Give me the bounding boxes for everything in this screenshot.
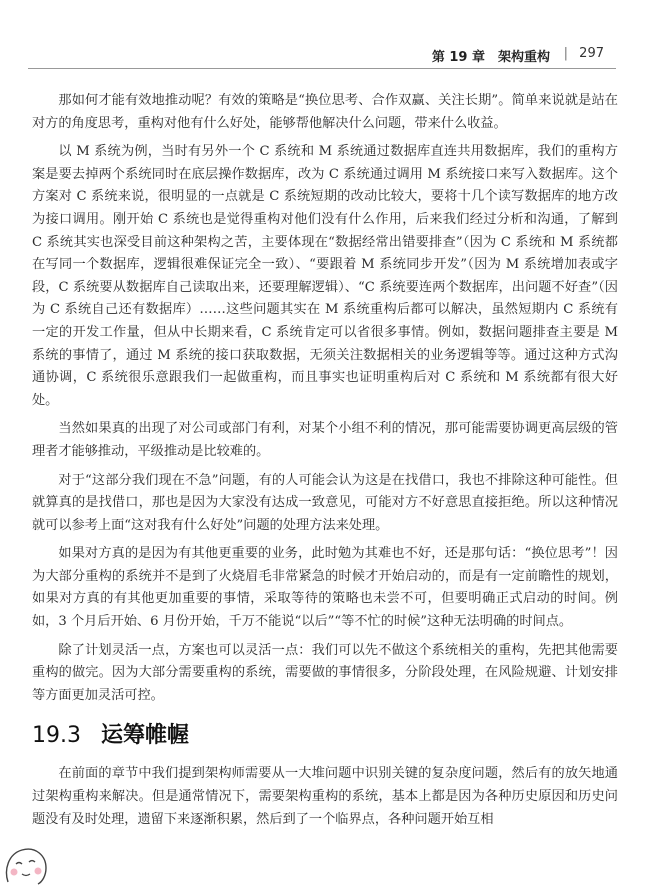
page-number: 297 [579, 46, 604, 61]
running-header [0, 46, 648, 66]
paragraph: 如果对方真的是因为有其他更重要的业务，此时勉为其难也不好，还是那句话：“换位思考”！因为大部分重构的系统并不是到了火烧眉毛非常紧急的时候才开始启动的，而是有一定前瞻性的规划，如果对方真的有其他更加重要的事情，采取等待的策略也未尝不可，但要明确正式启动的时间。例如，3 个月后开始、6 月份开始，千万不能说“以后”“等不忙的时候”这种无法明确的时间点。 [32, 546, 618, 630]
chapter-title: 第 19 章 架构重构 [431, 50, 550, 65]
paragraph: 对于“这部分我们现在不急”问题，有的人可能会认为这是在找借口，我也不排除这种可能性。但就算真的是找借口，那也是因为大家没有达成一致意见，可能对方不好意思直接拒绝。所以这种情况就可以参考上面“这对我有什么好处”问题的处理方法来处理。 [32, 472, 618, 533]
section-heading [32, 721, 618, 751]
paragraph: 当然如果真的出现了对公司或部门有利，对某个小组不利的情况，那可能需要协调更高层级的管理者才能够推动，平级推动是比较难的。 [32, 421, 618, 459]
page-body [32, 90, 618, 837]
paragraph: 那如何才能有效地推动呢？有效的策略是“换位思考、合作双赢、关注长期”。简单来说就是站在对方的角度思考，重构对他有什么好处，能够帮他解决什么问题，带来什么收益。 [32, 93, 618, 131]
face-doodle-icon [2, 842, 50, 886]
paragraph: 在前面的章节中我们提到架构师需要从一大堆问题中识别关键的复杂度问题，然后有的放矢地通过架构重构来解决。但是通常情况下，需要架构重构的系统，基本上都是因为各种历史原因和历史问题没有及时处理，遗留下来逐渐积累，然后到了一个临界点，各种问题开始互相 [32, 766, 618, 827]
section-title: 运筹帷幄 [100, 723, 189, 749]
paragraph: 以 M 系统为例，当时有另外一个 C 系统和 M 系统通过数据库直连共用数据库，我们的重构方案是要去掉两个系统同时在底层操作数据库，改为 C 系统通过调用 M 系统接口来写入数据库。这个方案对 C 系统来说，很明显的一点就是 C 系统短期的改动比较大，要将十几个读写数据库的地方改为接口调用。刚开始 C 系统也是觉得重构对他们没有什么作用，后来我们经过分析和沟通，了解到 C 系统其实也深受目前这种架构之苦，主要体现在“数据经常出错要排查”（因为 C 系统和 M 系统都在写同一个数据库，逻辑很难保证完全一致）、“要跟着 M 系统同步开发”（因为 M 系统增加表或字段，C 系统要从数据库自己读取出来，还要理解逻辑）、“C 系统要连两个数据库，出问题不好查”（因为 C 系统自己还有数据库）……这些问题其实在 M 系统重构后都可以解决，虽然短期内 C 系统有一定的开发工作量，但从中长期来看，C 系统肯定可以省很多事情。例如，数据问题排查主要是 M 系统的事情了，通过 M 系统的接口获取数据，无须关注数据相关的业务逻辑等等。通过这种方式沟通协调，C 系统很乐意跟我们一起做重构，而且事实也证明重构后对 C 系统和 M 系统都有很大好处。 [32, 144, 618, 408]
section-number: 19.3 [32, 723, 81, 749]
header-separator: | [563, 46, 568, 61]
header-rule [28, 68, 616, 69]
paragraph: 除了计划灵活一点，方案也可以灵活一点：我们可以先不做这个系统相关的重构，先把其他需要重构的做完。因为大部分需要重构的系统，需要做的事情很多，分阶段处理，在风险规避、计划安排等方面更加灵活可控。 [32, 642, 618, 703]
